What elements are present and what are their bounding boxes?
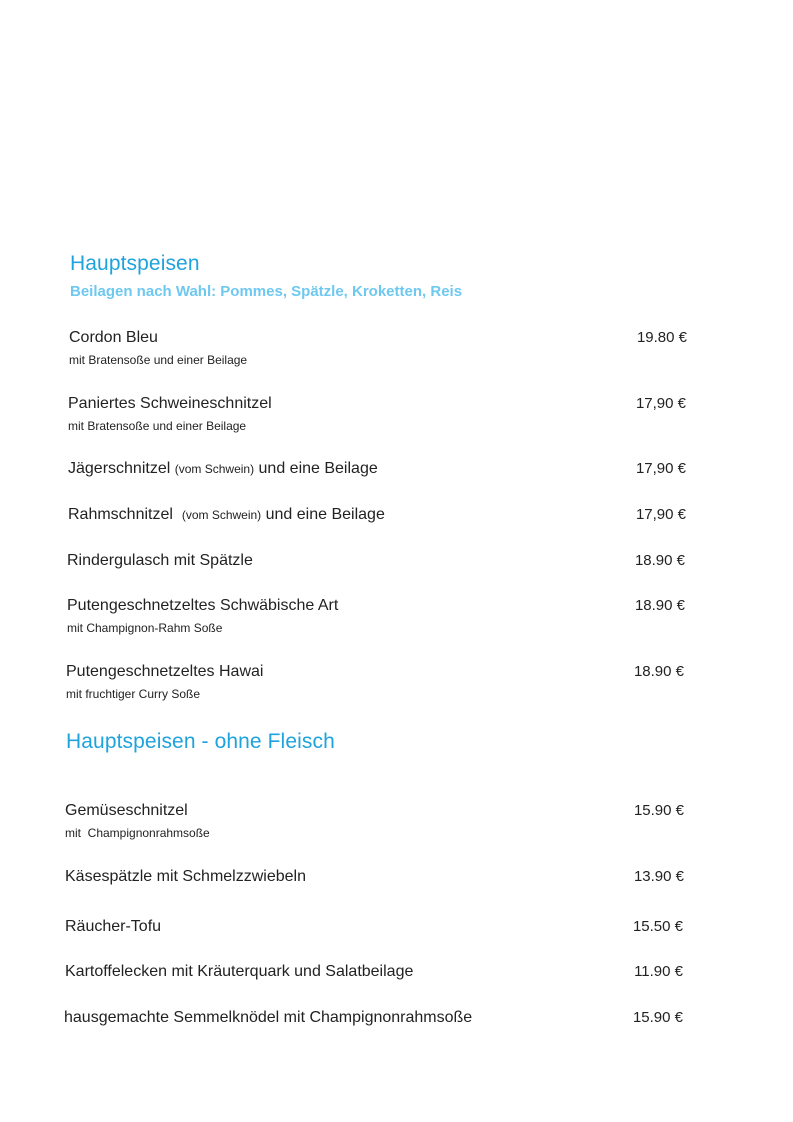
dish-name: Gemüseschnitzel [65,802,188,819]
dish-name: Räucher-Tofu [65,918,162,935]
dish-price: 17,90 € [635,395,686,412]
dish-price: 18.90 € [633,663,684,680]
dish-price: 19.80 € [636,329,687,346]
dish-price: 17,90 € [635,506,686,523]
dish-description: mit Bratensoße und einer Beilage [68,419,247,433]
menu-item [0,395,793,441]
section-title-ohne-fleisch: Hauptspeisen - ohne Fleisch [66,730,335,753]
menu-item [0,663,793,709]
dish-name: Rindergulasch mit Spätzle [67,552,253,569]
dish-description: mit Bratensoße und einer Beilage [69,353,248,367]
menu-item [0,1009,793,1055]
dish-name-part: Jägerschnitzel [68,460,175,477]
menu-item [0,963,793,1009]
dish-name: Käsespätzle mit Schmelzzwiebeln [65,868,306,885]
dish-name: Cordon Bleu [69,329,158,346]
menu-item [0,329,793,375]
section-subtitle-beilagen: Beilagen nach Wahl: Pommes, Spätzle, Kroketten, Reis [70,283,463,300]
dish-description: mit fruchtiger Curry Soße [66,687,201,701]
menu-item [0,552,793,598]
dish-name: Putengeschnetzeltes Schwäbische Art [67,597,339,614]
dish-name: hausgemachte Semmelknödel mit Champignonrahmsoße [64,1009,473,1026]
menu-item [0,868,793,914]
dish-description: mit Champignon-Rahm Soße [67,621,223,635]
section-title-hauptspeisen: Hauptspeisen [70,252,200,275]
dish-price: 15.90 € [632,1009,683,1026]
dish-name [68,506,385,524]
dish-name-part: und eine Beilage [254,460,378,477]
dish-price: 13.90 € [633,868,684,885]
menu-item [0,460,793,506]
dish-name [68,460,378,478]
dish-price: 11.90 € [634,963,683,980]
dish-name: Paniertes Schweineschnitzel [68,395,272,412]
dish-price: 15.50 € [632,918,683,935]
menu-item [0,597,793,643]
dish-price: 18.90 € [634,552,685,569]
dish-price: 15.90 € [633,802,684,819]
dish-name-note: (vom Schwein) [181,508,262,522]
menu-item [0,918,793,964]
dish-price: 17,90 € [635,460,686,477]
dish-name: Kartoffelecken mit Kräuterquark und Salatbeilage [65,963,414,980]
dish-price: 18.90 € [634,597,685,614]
menu-item [0,506,793,552]
dish-name: Putengeschnetzeltes Hawai [66,663,264,680]
dish-name-part: Rahmschnitzel [68,506,182,523]
dish-description: mit Champignonrahmsoße [65,826,210,840]
menu-item [0,802,793,848]
dish-name-part: und eine Beilage [261,506,385,523]
dish-name-note: (vom Schwein) [174,462,255,476]
